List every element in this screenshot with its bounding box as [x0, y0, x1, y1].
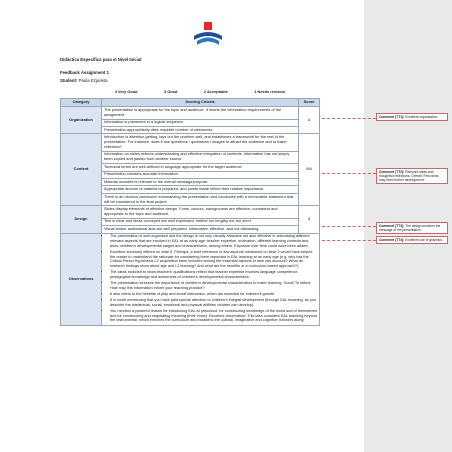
comment-text: Relevant ideas and thoughtful reflections. Overall: Few ideas may need further development.: [379, 170, 439, 183]
criterion: Presentation appropriately cites requisite number of references.: [102, 127, 299, 134]
comment-text: The design enriches the message of the presentation.: [379, 224, 441, 233]
comment-balloon-2[interactable]: [376, 168, 448, 184]
scale-good: 3 Good: [163, 89, 178, 95]
scale-very-good: 4 Very Good: [114, 89, 138, 95]
observation-item: • The presentation stresses the importance of children's developmental characteristics to foster learning. Good! To reflect: How may this information inform your teaching practice?: [110, 281, 317, 290]
criterion: Information on slides reflects understanding and effective integration of contents. Information has not simply been copied and pasted from another source.: [102, 151, 299, 163]
category-observations: Observations: [61, 233, 102, 326]
comment-leader-line: [322, 173, 376, 174]
criterion: Material included is relevant to the overall message/purpose.: [102, 178, 299, 185]
comment-leader-line: [322, 226, 376, 227]
observation-item: • It is worth mentioning that you have paid special attention to children's integral development (through EAL teaching, as you describe the intellectual, social, emotional and physical abilities children can develop).: [110, 298, 317, 307]
scale-needs-revision: 1 Needs revision: [254, 89, 286, 95]
comment-label: Comment [TT2]:: [379, 170, 405, 174]
score-organization: 4: [299, 107, 320, 134]
score-content: 3/4: [299, 134, 320, 206]
criterion: Slides display elements of effective design. Fonts, colours, backgrounds are effective, consistent and appropriate to the topic and audience.: [102, 206, 299, 218]
observation-item: • The presentation is well-organised and the design is not only visually attractive but also effective in articulating different relevant aspects that are involved in EAL at an early age: teacher expertise, motivation, different learning contexts and aims, children's developmental stages and characteristics, among others. Exposure over time could have been added.: [110, 234, 317, 248]
header-score: Score: [299, 98, 320, 107]
comment-balloon-4[interactable]: [376, 236, 448, 244]
assignment-title: Feedback Assignment 1: [60, 70, 110, 75]
criterion: Visual and/or audiovisual aids are well prepared, informative, effective, and not distracting.: [102, 226, 299, 233]
observations-cell: [102, 233, 320, 326]
comment-label: Comment [TT3]:: [379, 224, 405, 228]
category-organization: Organization: [61, 107, 102, 134]
scale-row: [61, 88, 320, 98]
comment-text: Excellent use of graphics.: [405, 238, 443, 242]
student-name: Paula Ezpeleta: [78, 78, 108, 83]
observation-item: • Excellent summary offered on slide 5. Perhaps, a brief reference to few aspects mentioned on slide 2 would have helped the reader to understand the rationale for considering them important in EAL learning at an early age (e.g. why has the Critical Period Hypothesis L2 acquisition been included among the essential aspects to take into account? What do research findings show about age and L2 learning? And what are the benefits or a curriculum-based approach?).: [110, 250, 317, 269]
criterion: Appropriate amount of material is prepared, and points made reflect their relative importance.: [102, 186, 299, 193]
scale-acceptable: 2 Acceptable: [203, 89, 228, 95]
criterion: The presentation is appropriate for the topic and audience. It meets the information requirements of the assignment.: [102, 107, 299, 119]
comment-label: Comment [TT1]:: [379, 115, 405, 119]
table-row: [61, 134, 320, 151]
criterion: Introduction is attention-getting, lays out the problem well, and establishes a framework for the rest of the presentation. For instance, does it use questions / quotations / images to attract the audience and to foster reflection?: [102, 134, 299, 151]
comment-balloon-3[interactable]: [376, 222, 448, 234]
comment-text: Excellent organisation.: [405, 115, 439, 119]
table-row: [61, 233, 320, 326]
observation-item: • The ideas included to show teachers' qualifications reflect that teacher expertise involves language competence, pedagogical knowledge and awareness of children's developmental characteristics.: [110, 270, 317, 279]
student-line: [60, 78, 108, 83]
criterion: Information is presented in a logical sequence.: [102, 119, 299, 126]
table-row: [61, 206, 320, 218]
university-logo-icon: [193, 22, 223, 48]
comment-leader-line: [322, 240, 376, 241]
category-content: Content: [61, 134, 102, 206]
observation-item: • You mention a powerful reason for introducing EAL at preschool: for constructing knowledge of the world and of themselves and for constructing and negotiating meaning (their voice). Excellent observation! This idea considers EAL teaching beyond the instrumental, which enriches the curriculum and broadens the cultural, imaginative and cognitive horizons along: [110, 309, 317, 323]
rubric-table: [60, 88, 320, 326]
category-design: Design: [61, 206, 102, 233]
comment-leader-line: [322, 118, 376, 119]
criterion: There is an obvious conclusion summarizing the presentation and concludes with a memorable statement that will be considered in the final project.: [102, 193, 299, 205]
table-row: [61, 107, 320, 119]
comment-balloon-1[interactable]: [376, 113, 448, 121]
observation-item: • It also refers to the benefits of play and social interaction, which are essential for children's growth.: [110, 292, 317, 297]
header-criteria: Scoring Criteria: [102, 98, 299, 107]
criterion: Technical terms are well-defined in language appropriate for the target audience.: [102, 164, 299, 171]
student-label: Student:: [60, 78, 78, 83]
table-header-row: [61, 98, 320, 107]
comment-label: Comment [TT4]:: [379, 238, 405, 242]
criterion: Text is clear and ideas conveyed are well expressed, neither too lengthy nor too short.: [102, 218, 299, 225]
criterion: Presentation contains accurate information.: [102, 171, 299, 178]
score-design: 4: [299, 206, 320, 233]
header-category: Category: [61, 98, 102, 107]
document-title: Didáctica Específica para el Nivel Inicial: [60, 57, 142, 62]
